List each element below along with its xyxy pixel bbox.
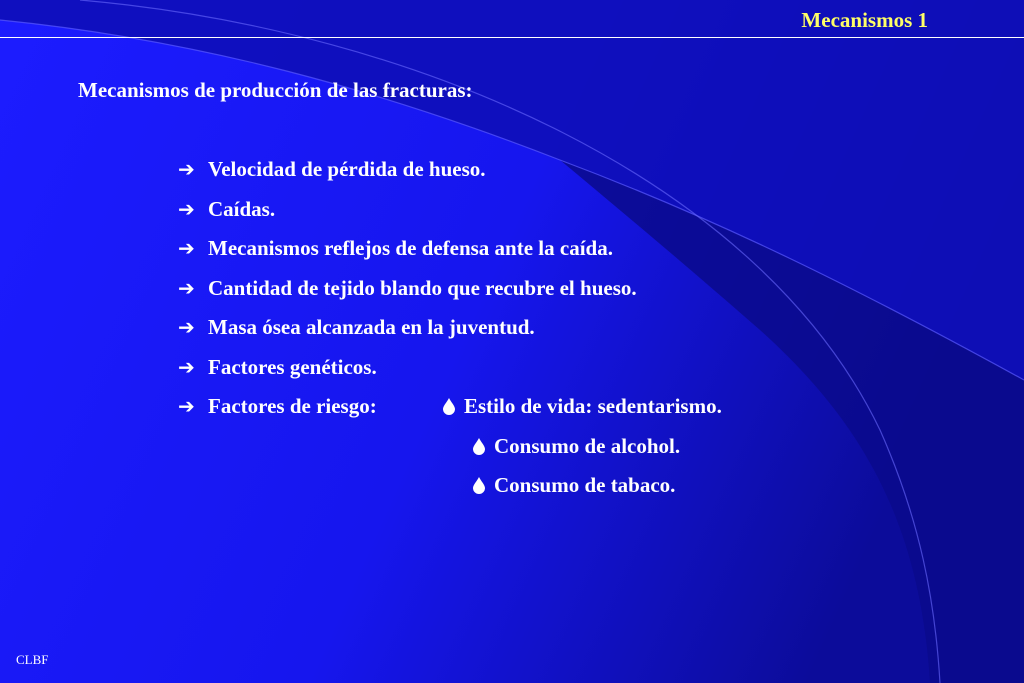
arrow-right-icon: ➔ — [178, 315, 195, 339]
risk-factor-text: Consumo de alcohol. — [494, 433, 681, 458]
list-item-text: Cantidad de tejido blando que recubre el hueso. — [208, 275, 637, 300]
arrow-right-icon: ➔ — [178, 275, 195, 300]
drop-icon — [472, 474, 494, 500]
list-item-text: Mecanismos reflejos de defensa ante la caída. — [208, 236, 613, 260]
list-item — [178, 156, 637, 196]
arrow-right-icon: ➔ — [178, 394, 195, 418]
list-item-text: Velocidad de pérdida de hueso. — [208, 157, 486, 181]
list-item — [178, 275, 637, 315]
list-item — [178, 196, 637, 236]
list-item — [178, 354, 637, 394]
list-item-text: Caídas. — [208, 196, 276, 221]
risk-factor-item — [442, 393, 722, 433]
list-item — [178, 314, 637, 354]
risk-factors-list — [442, 393, 722, 512]
risk-factor-item — [442, 433, 722, 473]
mechanisms-list — [178, 156, 637, 433]
risk-factor-item — [442, 472, 722, 512]
footer-label: CLBF — [16, 652, 49, 667]
risk-factor-text: Estilo de vida: sedentarismo. — [464, 394, 722, 418]
slide-label: Mecanismos 1 — [801, 8, 928, 32]
drop-icon — [472, 435, 494, 461]
list-item-text: Factores genéticos. — [208, 354, 377, 379]
risk-factor-text: Consumo de tabaco. — [494, 473, 676, 497]
list-item-text: Masa ósea alcanzada en la juventud. — [208, 315, 535, 339]
list-item — [178, 235, 637, 275]
arrow-right-icon: ➔ — [178, 157, 195, 181]
arrow-right-icon: ➔ — [178, 354, 195, 379]
list-item-text: Factores de riesgo: — [208, 394, 377, 418]
arrow-right-icon: ➔ — [178, 196, 195, 221]
slide-heading: Mecanismos de producción de las fracturas: — [78, 78, 473, 102]
header-divider — [0, 37, 1024, 38]
drop-icon — [442, 395, 464, 421]
arrow-right-icon: ➔ — [178, 236, 195, 260]
